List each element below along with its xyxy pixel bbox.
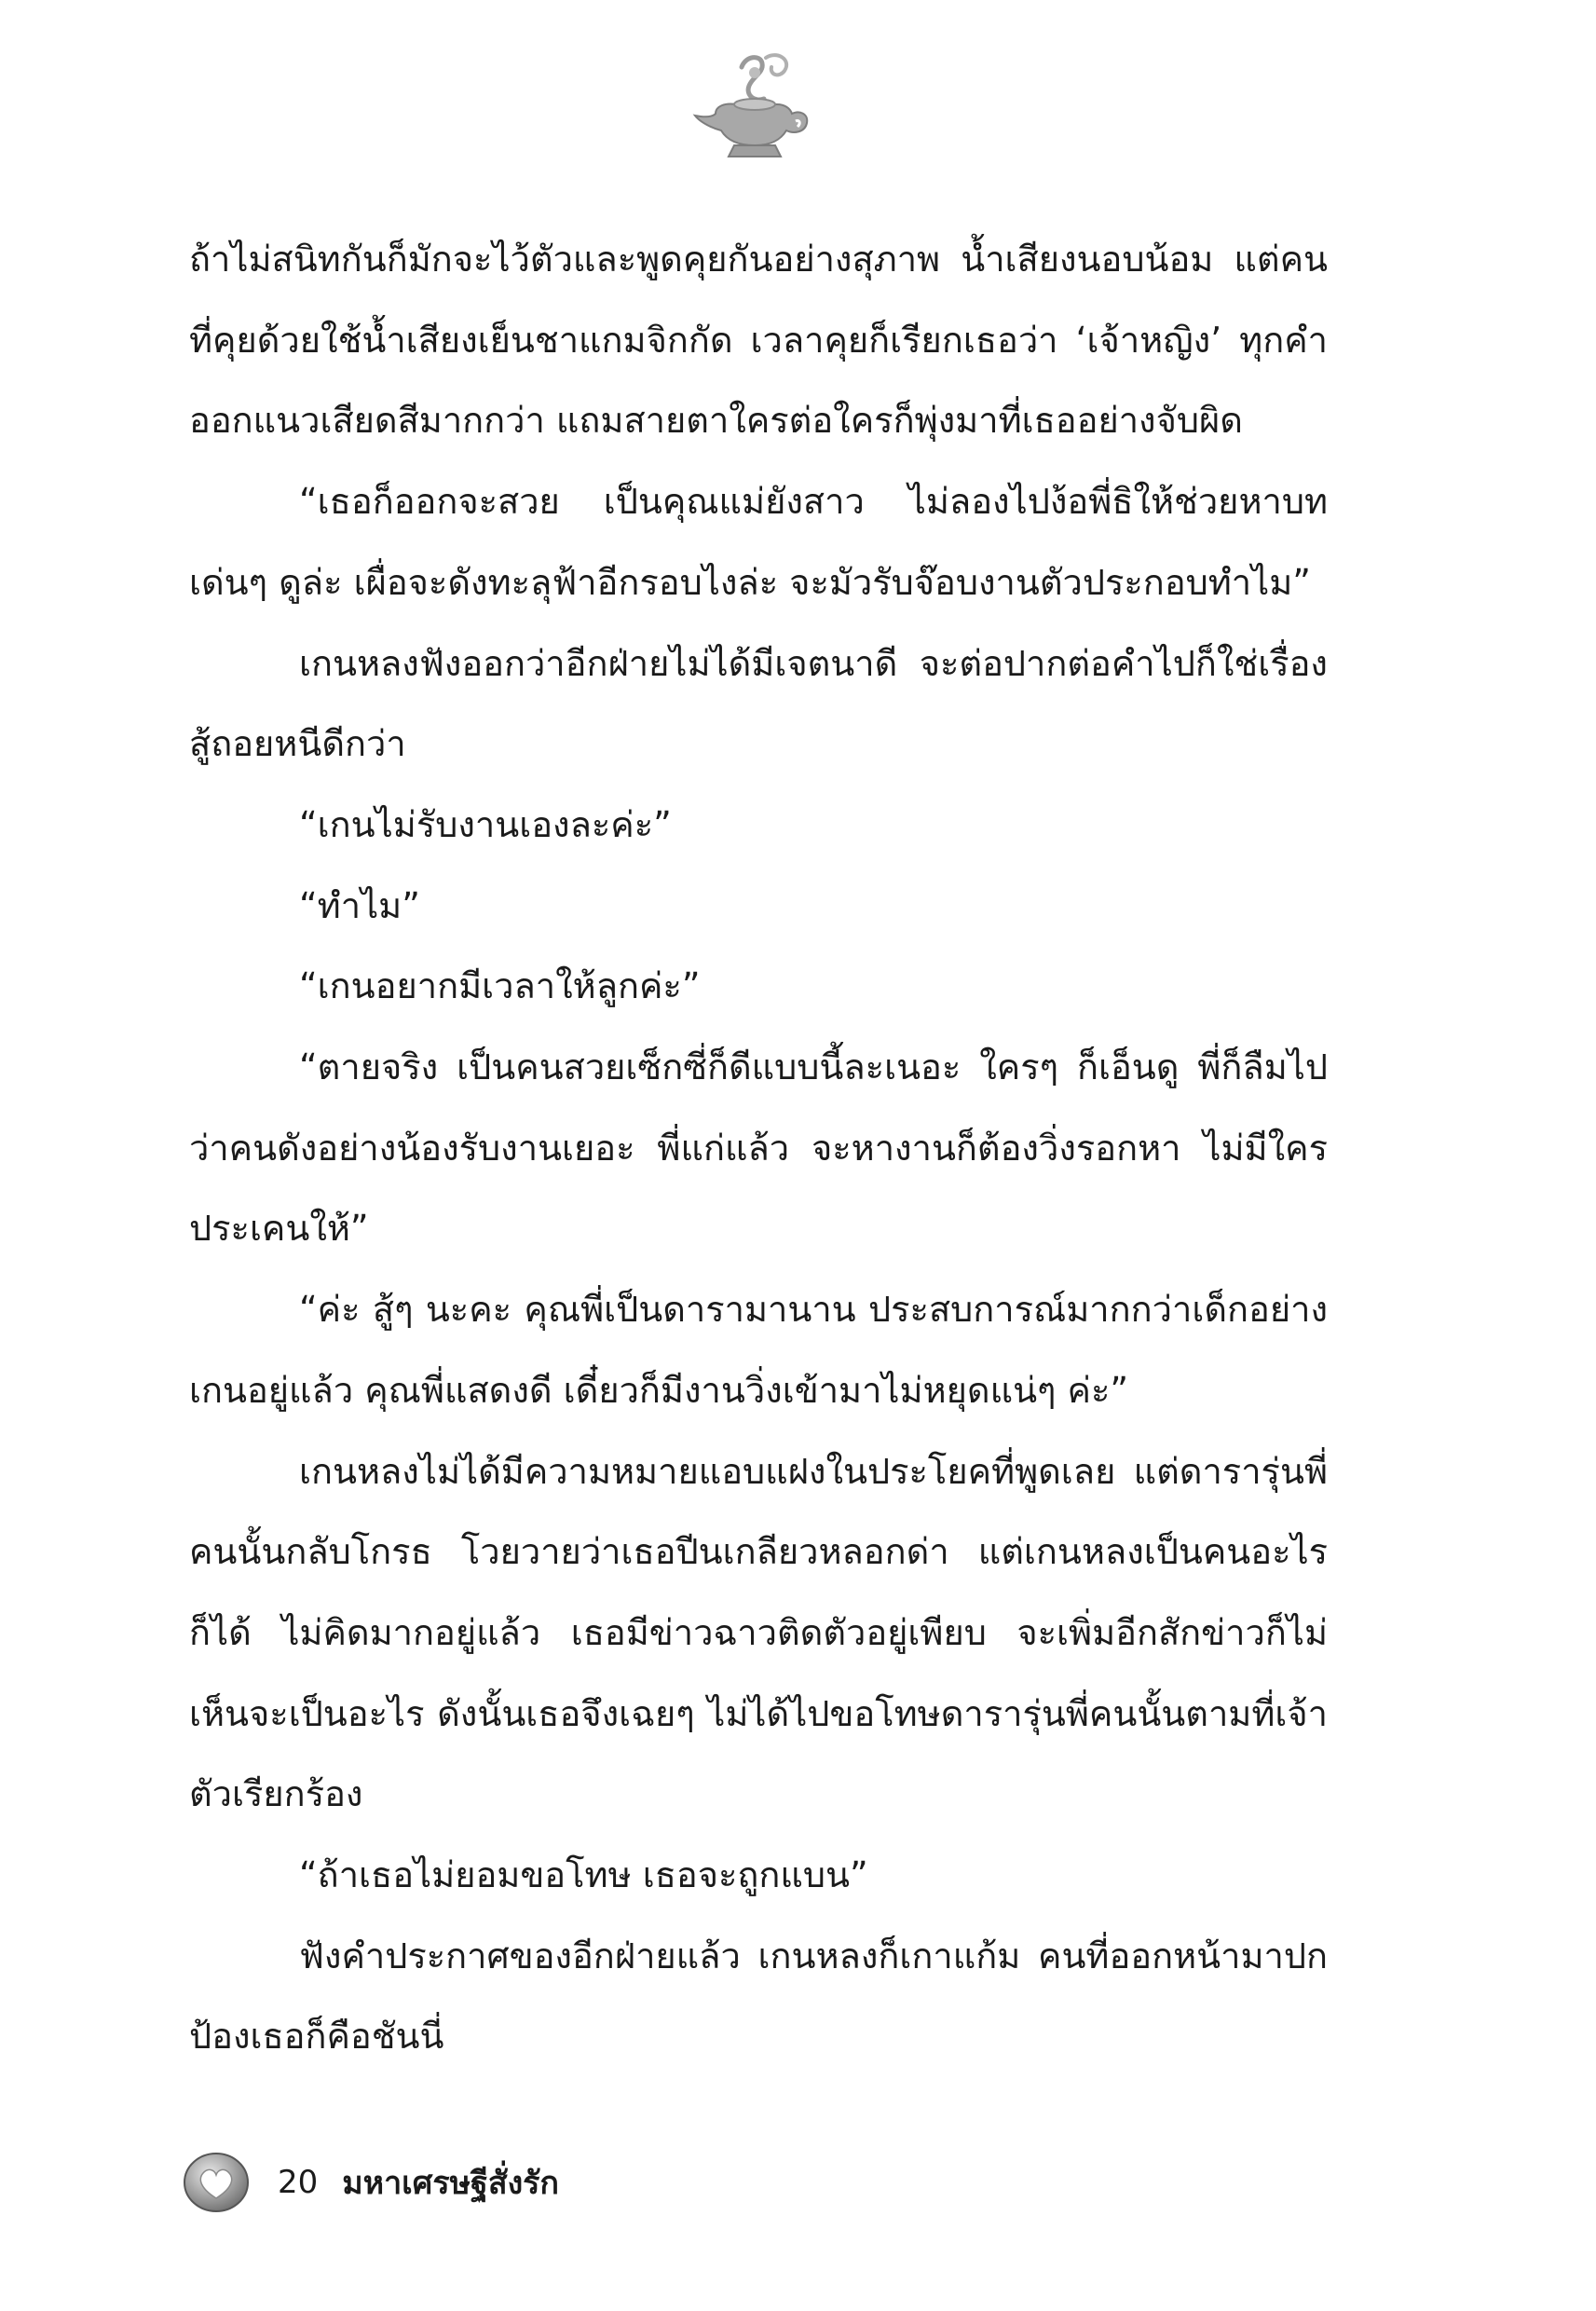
- paragraph: ถ้าไม่สนิทกันก็มักจะไว้ตัวและพูดคุยกันอย่างสุภาพ น้ำเสียงนอบน้อม แต่คนที่คุยด้วยใช้น้ำเสียงเย็นชาแกมจิกกัด เวลาคุยก็เรียกเธอว่า ‘เจ้าหญิง’ ทุกคำ ออกแนวเสียดสีมากกว่า แถมสายตาใครต่อใครก็พุ่งมาที่เธออย่างจับผิด: [189, 239, 1328, 442]
- book-title: มหาเศรษฐีสั่งรัก: [342, 2165, 560, 2202]
- genie-lamp-icon: [688, 48, 818, 170]
- paragraph: เกนหลงไม่ได้มีความหมายแอบแฝงในประโยคที่พูดเลย แต่ดารารุ่นพี่คนนั้นกลับโกรธ โวยวายว่าเธอปีนเกลียวหลอกด่า แต่เกนหลงเป็นคนอะไรก็ได้ ไม่คิดมากอยู่แล้ว เธอมีข่าวฉาวติดตัวอยู่เพียบ จะเพิ่มอีกสักข่าวก็ไม่เห็นจะเป็นอะไร ดังนั้นเธอจึงเฉยๆ ไม่ได้ไปขอโทษดารารุ่นพี่คนนั้นตามที่เจ้าตัวเรียกร้อง: [189, 1450, 1328, 1815]
- paragraph: “ทำไม”: [299, 884, 420, 926]
- paragraph: ฟังคำประกาศของอีกฝ่ายแล้ว เกนหลงก็เกาแก้ม คนที่ออกหน้ามาปกป้องเธอก็คือชันนี่: [189, 1935, 1328, 2058]
- paragraph: “ค่ะ สู้ๆ นะคะ คุณพี่เป็นดารามานาน ประสบการณ์มากกว่าเด็กอย่างเกนอยู่แล้ว คุณพี่แสดงดี เดี๋ยวก็มีงานวิ่งเข้ามาไม่หยุดแน่ๆ ค่ะ”: [189, 1289, 1328, 1411]
- page-number: 20: [278, 2164, 319, 2201]
- page-footer: [183, 2150, 559, 2215]
- heart-badge-icon: [183, 2152, 250, 2213]
- paragraph: “ตายจริง เป็นคนสวยเซ็กซี่ก็ดีแบบนี้ละเนอะ ใครๆ ก็เอ็นดู พี่ก็ลืมไปว่าคนดังอย่างน้องรับงานเยอะ พี่แก่แล้ว จะหางานก็ต้องวิ่งรอกหา ไม่มีใครประเคนให้”: [189, 1046, 1328, 1250]
- paragraph: “เธอก็ออกจะสวย เป็นคุณแม่ยังสาว ไม่ลองไปง้อพี่ธิให้ช่วยหาบทเด่นๆ ดูล่ะ เผื่อจะดังทะลุฟ้าอีกรอบไงล่ะ จะมัวรับจ๊อบงานตัวประกอบทำไม”: [189, 481, 1328, 603]
- paragraph: “ถ้าเธอไม่ยอมขอโทษ เธอจะถูกแบน”: [299, 1854, 868, 1896]
- paragraph: “เกนไม่รับงานเองละค่ะ”: [299, 803, 672, 845]
- paragraph: เกนหลงฟังออกว่าอีกฝ่ายไม่ได้มีเจตนาดี จะต่อปากต่อคำไปก็ใช่เรื่อง สู้ถอยหนีดีกว่า: [189, 642, 1328, 765]
- paragraph: “เกนอยากมีเวลาให้ลูกค่ะ”: [299, 965, 701, 1007]
- story-text: [189, 219, 1328, 2077]
